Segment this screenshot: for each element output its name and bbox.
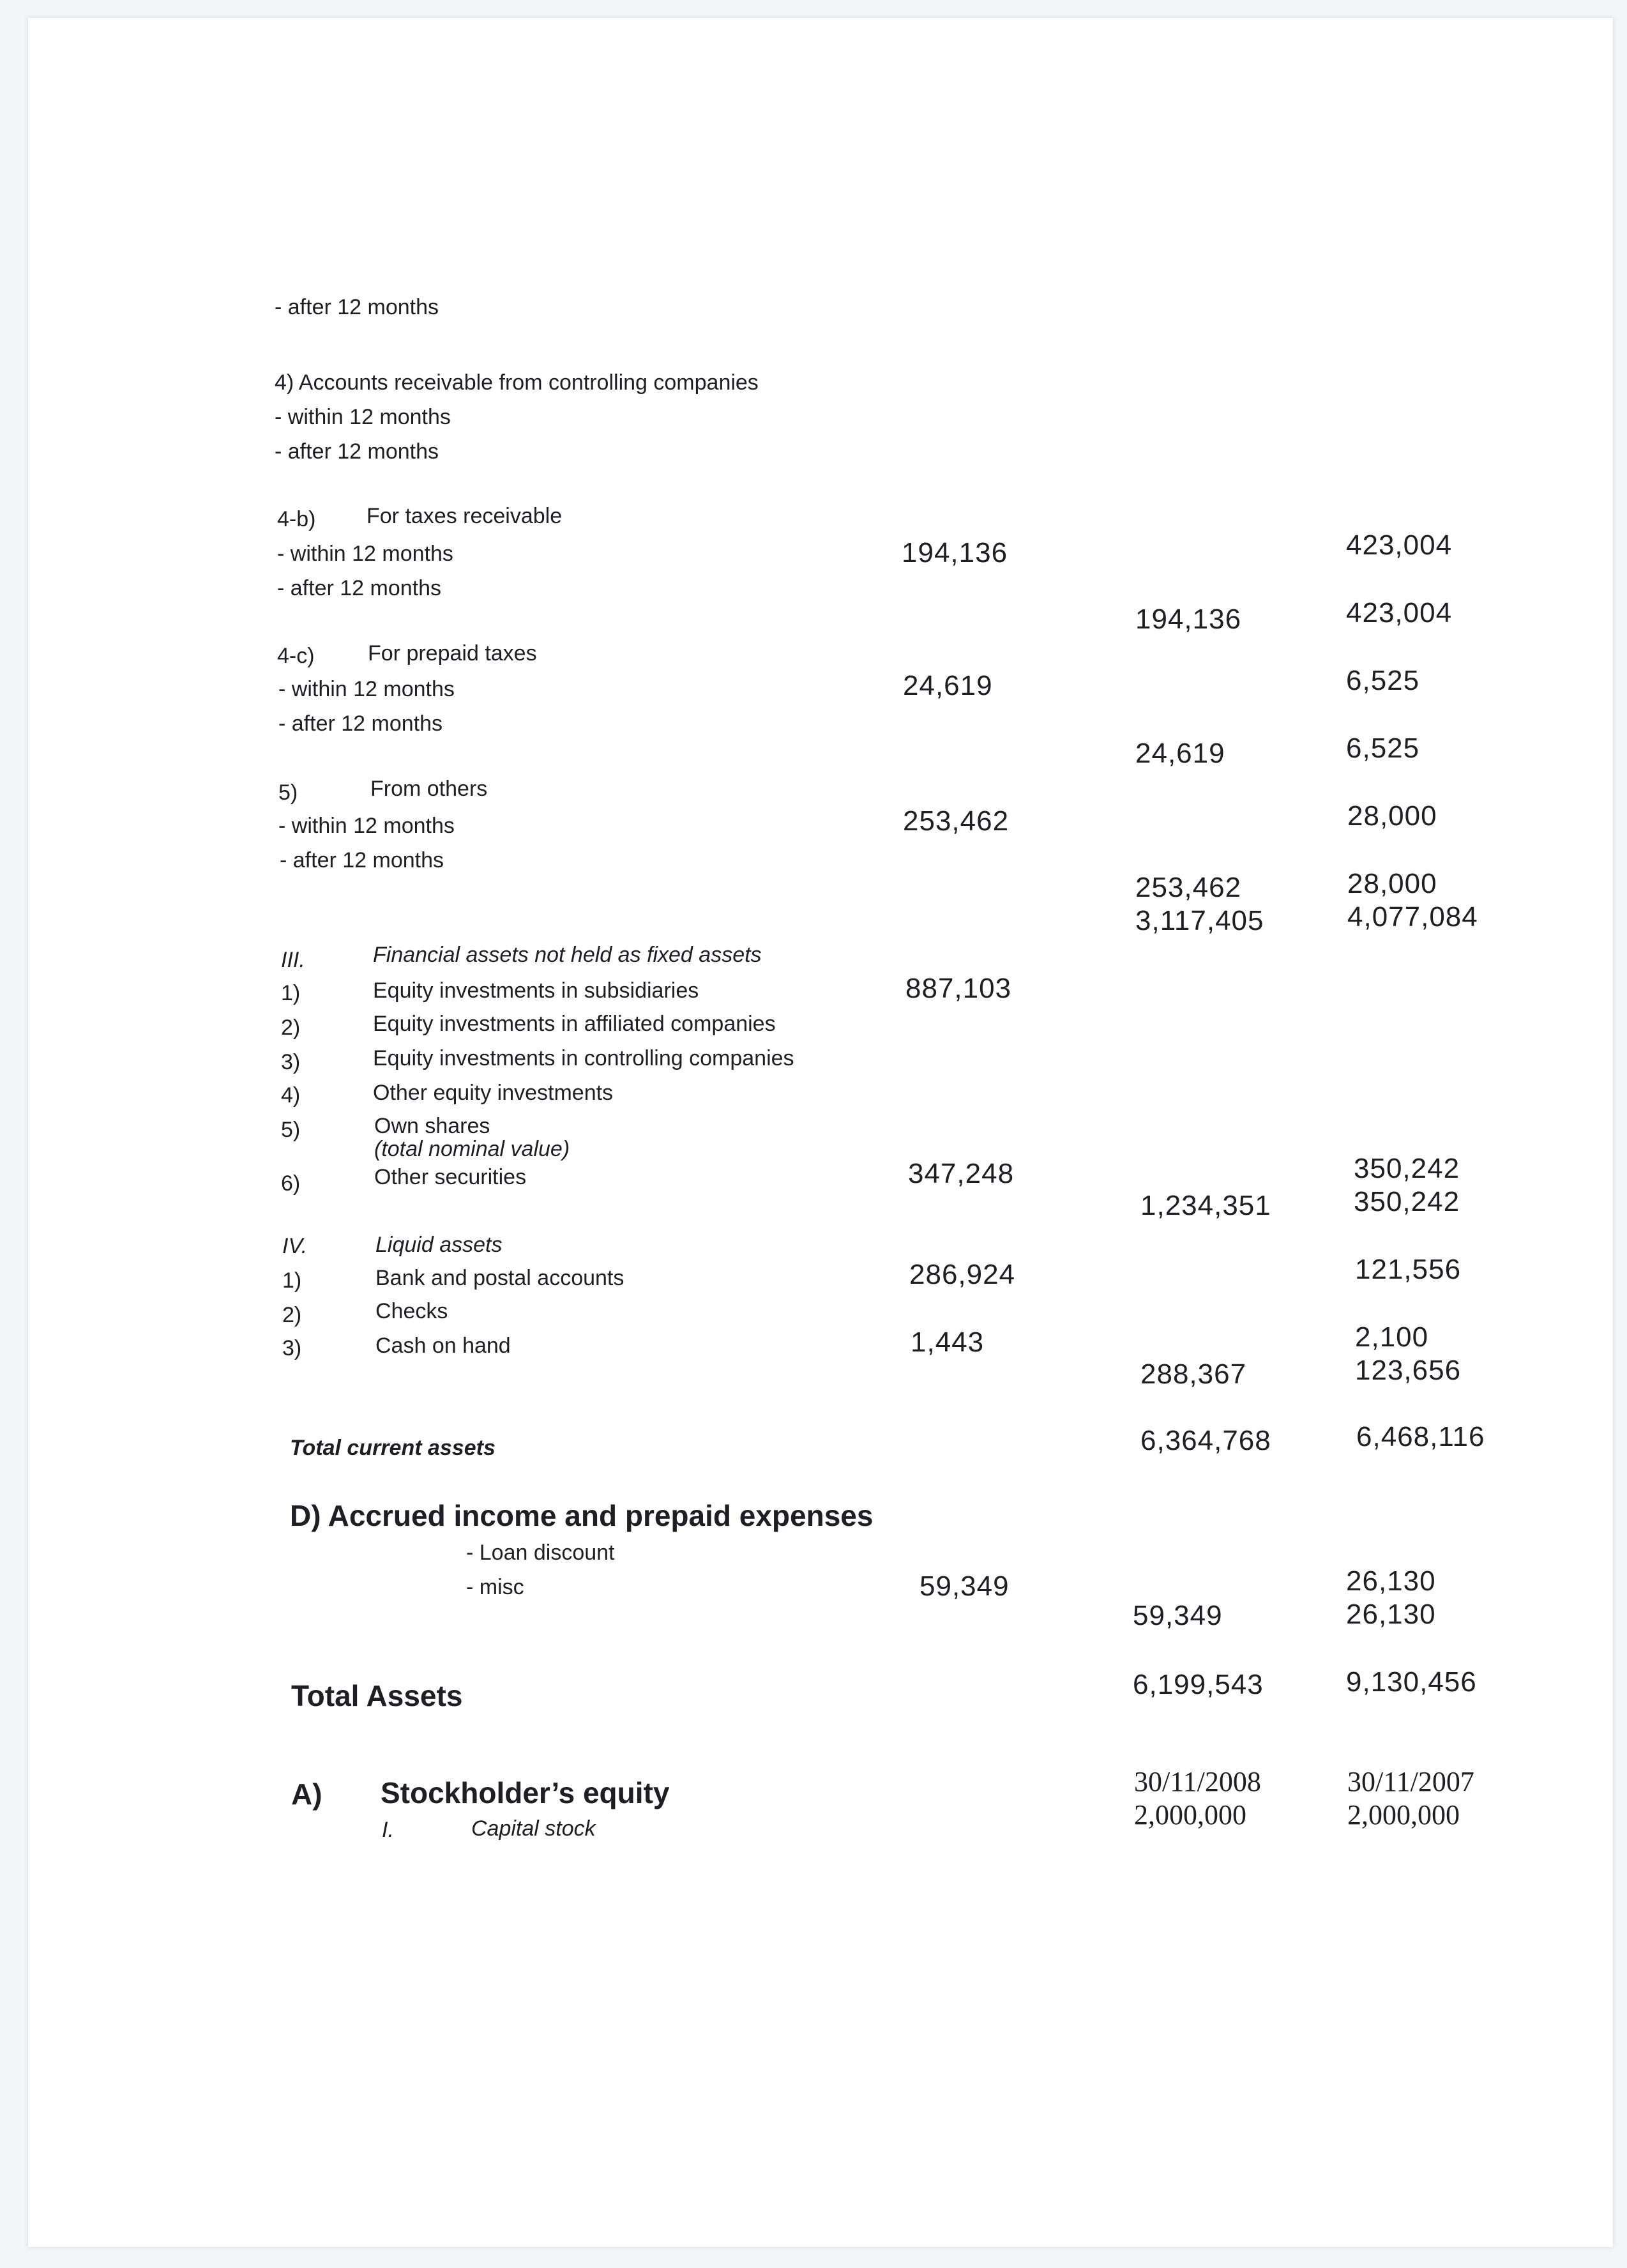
accrued-prev-total: 26,130 — [1346, 1599, 1436, 1630]
balance-sheet-page — [28, 18, 1613, 2247]
misc-prev-detail: 26,130 — [1346, 1565, 1436, 1597]
capital-stock-2007-value: 2,000,000 — [1347, 1799, 1460, 1830]
subsidiaries-value: 887,103 — [905, 973, 1012, 1004]
equity-section-letter: A) — [291, 1777, 322, 1811]
liquid-assets-total-value: 288,367 — [1140, 1359, 1247, 1390]
prepaid-taxes-prev-detail: 6,525 — [1346, 665, 1420, 696]
total-assets-value: 6,199,543 — [1133, 1669, 1264, 1700]
misc-detail-value: 59,349 — [919, 1571, 1010, 1602]
item-number: 4) — [281, 1083, 301, 1107]
capital-stock-roman: I. — [382, 1818, 394, 1842]
item-label: Other securities — [374, 1165, 527, 1189]
accrued-total-value: 59,349 — [1133, 1600, 1223, 1631]
item-label: Other equity investments — [373, 1081, 614, 1105]
prepaid-taxes-total-value: 24,619 — [1135, 738, 1225, 769]
financial-assets-total-value: 1,234,351 — [1140, 1190, 1271, 1221]
item-number: 6) — [281, 1171, 301, 1196]
item-number: 1) — [282, 1268, 302, 1293]
item-label: Own shares — [374, 1114, 490, 1138]
prepaid-taxes-title: For prepaid taxes — [368, 641, 537, 666]
other-securities-value: 347,248 — [908, 1158, 1015, 1189]
section-roman-numeral: IV. — [282, 1234, 308, 1258]
taxes-receivable-detail-value: 194,136 — [902, 537, 1008, 568]
item-label: Cash on hand — [375, 1334, 511, 1358]
item-number: 3) — [282, 1336, 302, 1360]
prepaid-taxes-detail-value: 24,619 — [903, 670, 993, 701]
item-number: 5) — [281, 1118, 301, 1142]
item-number: 2) — [281, 1016, 301, 1040]
financial-assets-prev-total: 350,242 — [1354, 1186, 1460, 1217]
item-label: Equity investments in subsidiaries — [373, 978, 699, 1003]
within-12-months-label: - within 12 months — [277, 542, 453, 566]
current-assets-prev-total: 6,468,116 — [1356, 1421, 1485, 1452]
within-12-months-label: - within 12 months — [278, 814, 455, 838]
other-securities-prev-value: 350,242 — [1354, 1153, 1460, 1184]
current-assets-total-value: 6,364,768 — [1140, 1425, 1271, 1456]
item-label: Bank and postal accounts — [375, 1266, 624, 1290]
within-12-months-label: - within 12 months — [278, 677, 455, 701]
item-label: Equity investments in controlling companies — [373, 1046, 794, 1070]
others-prev-detail: 28,000 — [1347, 800, 1437, 832]
stockholders-equity-title: Stockholder’s equity — [381, 1776, 670, 1809]
taxes-receivable-total-value: 194,136 — [1135, 604, 1242, 635]
receivables-prev-total: 4,077,084 — [1347, 901, 1478, 932]
own-shares-note: (total nominal value) — [374, 1137, 570, 1161]
after-12-months-label: - after 12 months — [280, 848, 444, 872]
within-12-months-label: - within 12 months — [275, 405, 451, 429]
after-12-months-label: - after 12 months — [275, 439, 439, 464]
total-assets-label: Total Assets — [291, 1679, 463, 1712]
from-others-title: From others — [370, 777, 488, 801]
receivables-total-value: 3,117,405 — [1135, 905, 1264, 936]
item-label: Checks — [375, 1299, 448, 1323]
date-2008-header: 30/11/2008 — [1134, 1766, 1261, 1797]
taxes-receivable-prev-total: 423,004 — [1346, 597, 1453, 628]
section-number: 4-c) — [277, 644, 315, 668]
liquid-assets-title: Liquid assets — [375, 1233, 503, 1257]
section-number: 5) — [278, 780, 298, 805]
cash-on-hand-value: 1,443 — [911, 1327, 985, 1358]
capital-stock-label: Capital stock — [471, 1816, 596, 1841]
item-number: 1) — [281, 981, 301, 1005]
liquid-assets-prev-total: 123,656 — [1355, 1355, 1462, 1386]
after-12-months-label: - after 12 months — [277, 576, 442, 600]
date-2007-header: 30/11/2007 — [1347, 1766, 1474, 1797]
others-prev-total: 28,000 — [1347, 868, 1437, 899]
bank-accounts-value: 286,924 — [909, 1259, 1016, 1290]
others-detail-value: 253,462 — [903, 805, 1010, 837]
total-assets-prev-value: 9,130,456 — [1346, 1666, 1477, 1698]
section-number: 4-b) — [277, 507, 316, 531]
others-total-value: 253,462 — [1135, 872, 1242, 903]
item-label: Equity investments in affiliated companies — [373, 1012, 776, 1036]
misc-label: - misc — [466, 1575, 524, 1599]
total-current-assets-label: Total current assets — [290, 1436, 496, 1460]
controlling-receivables-title: 4) Accounts receivable from controlling companies — [275, 370, 759, 395]
item-number: 3) — [281, 1050, 301, 1074]
accrued-income-title: D) Accrued income and prepaid expenses — [290, 1499, 874, 1532]
financial-assets-title: Financial assets not held as fixed assets — [373, 943, 762, 967]
item-number: 2) — [282, 1303, 302, 1327]
after-12-months-label: - after 12 months — [278, 712, 443, 736]
bank-accounts-prev-value: 121,556 — [1355, 1254, 1462, 1285]
loan-discount-label: - Loan discount — [466, 1541, 615, 1565]
after-12-months-label: - after 12 months — [275, 295, 439, 319]
taxes-receivable-title: For taxes receivable — [367, 504, 563, 528]
capital-stock-2008-value: 2,000,000 — [1134, 1799, 1246, 1830]
taxes-receivable-prev-detail: 423,004 — [1346, 529, 1453, 561]
section-roman-numeral: III. — [281, 948, 305, 972]
cash-on-hand-prev-value: 2,100 — [1355, 1321, 1429, 1353]
prepaid-taxes-prev-total: 6,525 — [1346, 733, 1420, 764]
